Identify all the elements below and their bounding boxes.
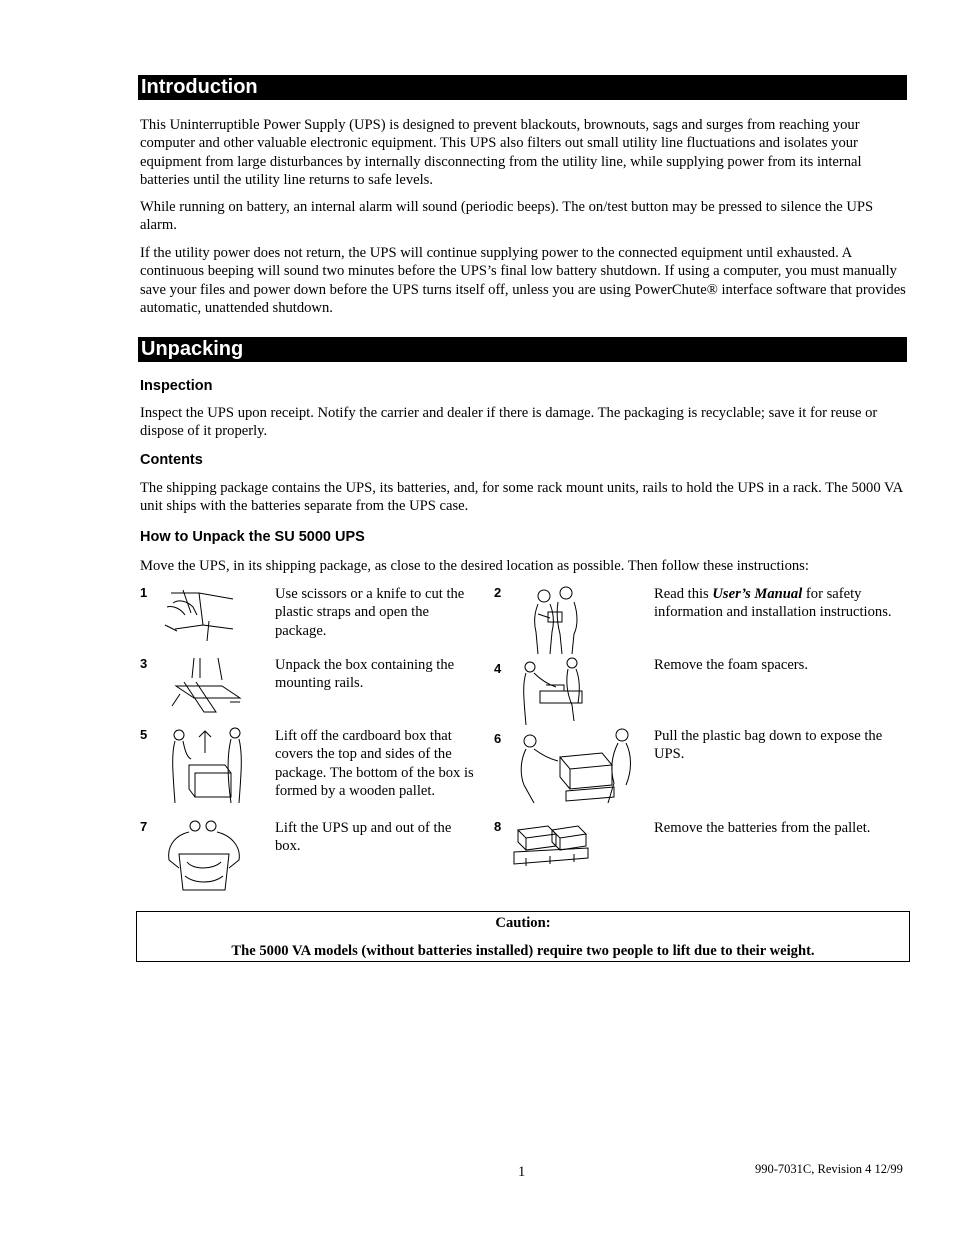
page-number: 1 [518, 1164, 526, 1180]
inspection-heading: Inspection [140, 378, 213, 394]
step-7-number: 7 [140, 819, 148, 834]
step-1-illustration [163, 585, 235, 643]
caution-text: The 5000 VA models (without batteries installed) require two people to lift due to their weight. [231, 943, 815, 959]
step-4-number: 4 [494, 661, 502, 676]
step-4-illustration [516, 655, 588, 727]
step-2-number: 2 [494, 585, 502, 600]
step-5-text: Lift off the cardboard box that covers the top and sides of the package. The bottom of the box is formed by a wooden pallet. [275, 728, 474, 799]
step-6-illustration [516, 725, 634, 809]
step-3-illustration [170, 656, 242, 716]
step-4-text: Remove the foam spacers. [654, 657, 808, 673]
step-7-text: Lift the UPS up and out of the box. [275, 820, 452, 855]
step-7-illustration [163, 818, 245, 892]
step-8-illustration [512, 824, 590, 868]
document-revision: 990-7031C, Revision 4 12/99 [755, 1162, 903, 1176]
introduction-heading: Introduction [138, 75, 907, 100]
contents-heading: Contents [140, 452, 203, 468]
step-6-number: 6 [494, 731, 502, 746]
step-2-illustration [528, 584, 586, 656]
step-1-number: 1 [140, 585, 148, 600]
intro-paragraph-3: If the utility power does not return, the UPS will continue supplying power to the connected equipment until exhausted. A continuous beeping will sound two minutes before the UPS’s final low battery shutdown. If using a computer, you must manually save your files and power down before the UPS turns itself off, unless you are using PowerChute® interface software that provides automatic, unattended shutdown. [140, 245, 906, 316]
caution-title: Caution: [495, 915, 551, 931]
step-5-illustration [165, 725, 247, 807]
step-3-number: 3 [140, 656, 148, 671]
step-8-number: 8 [494, 819, 502, 834]
step-8-text: Remove the batteries from the pallet. [654, 820, 871, 836]
intro-paragraph-1: This Uninterruptible Power Supply (UPS) is designed to prevent blackouts, brownouts, sags and surges from reaching your computer and other valuable electronic equipment. This UPS also filters out small utility line fluctuations and isolates your equipment from large disturbances by internally disconnecting from the utility line, while supplying power from its internal batteries until the utility line returns to safe levels. [140, 117, 862, 188]
intro-paragraph-2: While running on battery, an internal alarm will sound (periodic beeps). The on/test button may be pressed to silence the UPS alarm. [140, 199, 874, 234]
step-5-number: 5 [140, 727, 148, 742]
howto-text: Move the UPS, in its shipping package, as close to the desired location as possible. Then follow these instructions: [140, 558, 809, 574]
unpacking-heading: Unpacking [138, 337, 907, 362]
step-1-text: Use scissors or a knife to cut the plastic straps and open the package. [275, 586, 465, 639]
step-3-text: Unpack the box containing the mounting rails. [275, 657, 455, 692]
caution-box [136, 911, 910, 962]
howto-heading: How to Unpack the SU 5000 UPS [140, 529, 365, 545]
step-6-text: Pull the plastic bag down to expose the UPS. [654, 728, 883, 763]
inspection-text: Inspect the UPS upon receipt. Notify the carrier and dealer if there is damage. The packaging is recyclable; save it for reuse or dispose of it properly. [140, 405, 878, 440]
step-2-text: Read this User’s Manual for safety information and installation instructions. [654, 586, 892, 621]
contents-text: The shipping package contains the UPS, its batteries, and, for some rack mount units, rails to hold the UPS in a rack. The 5000 VA unit ships with the batteries separate from the UPS case. [140, 480, 903, 515]
